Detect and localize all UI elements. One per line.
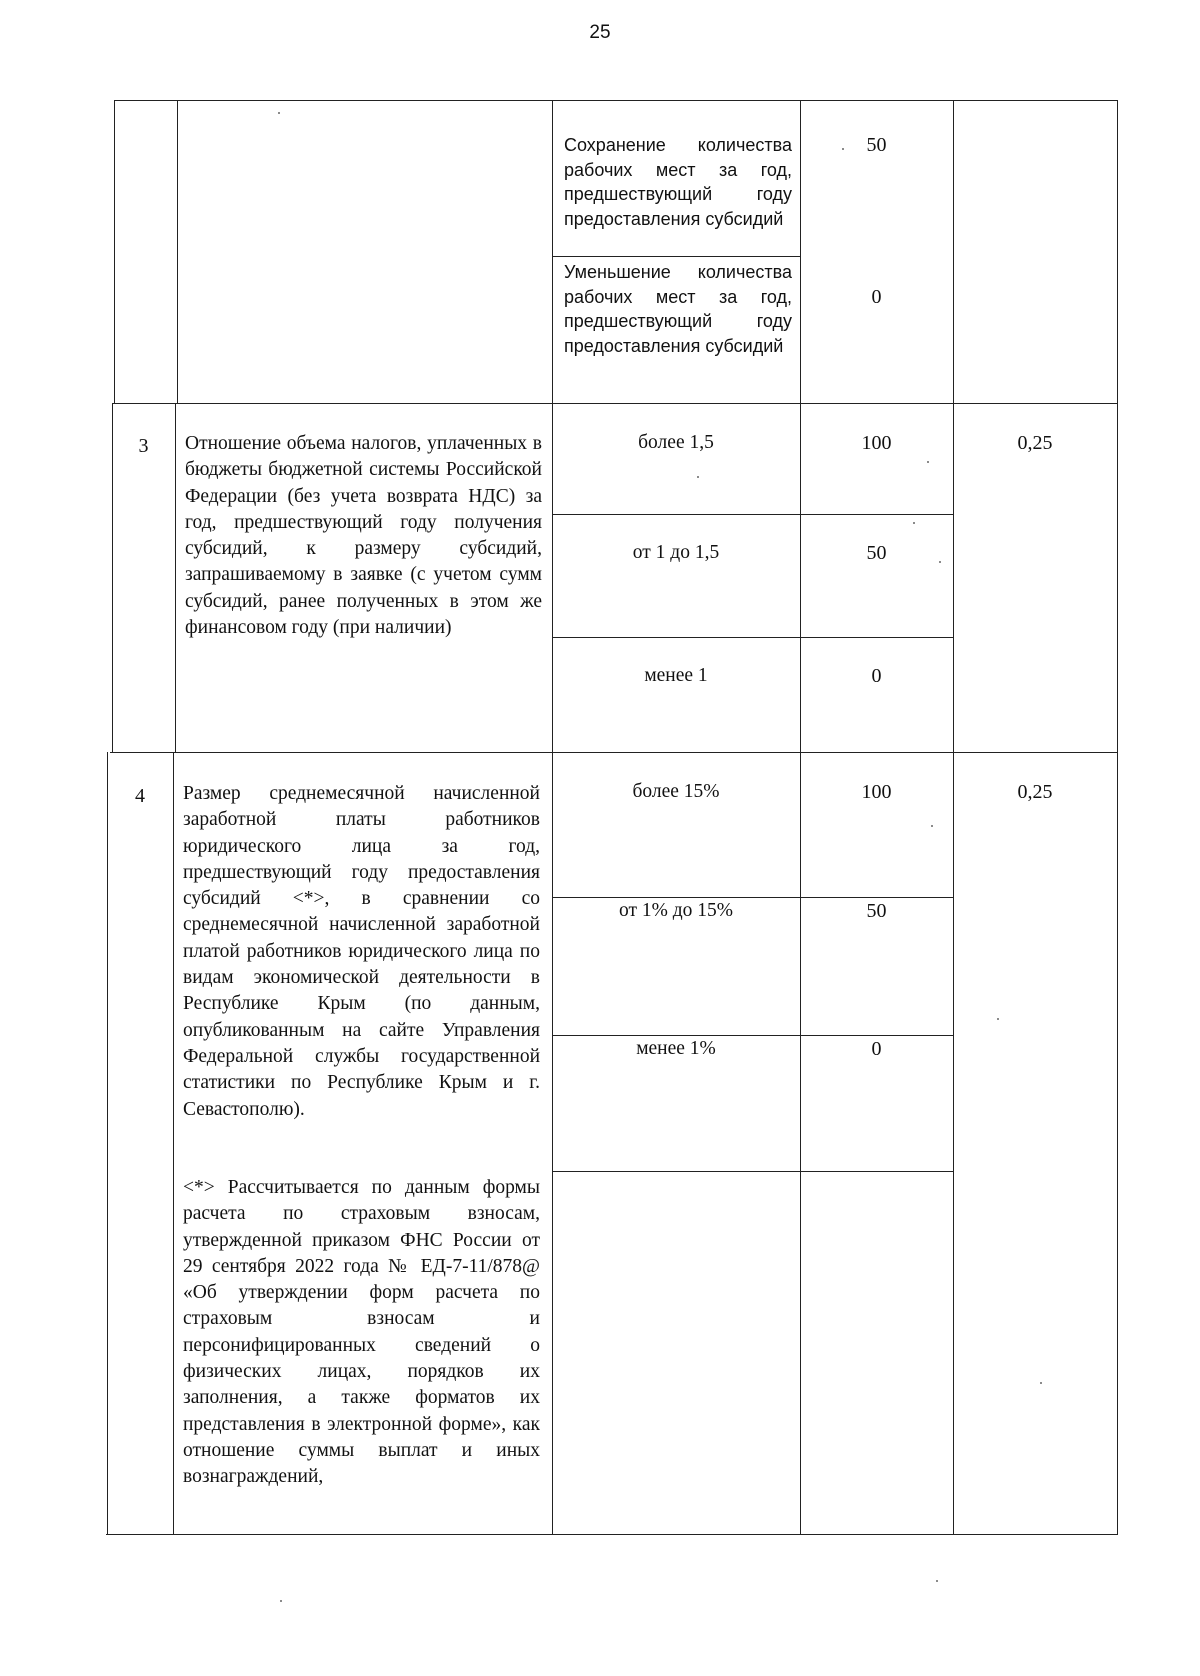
table-cell-score: 50 (866, 900, 887, 922)
column-divider (177, 100, 178, 403)
page-number: 25 (589, 22, 611, 43)
table-bottom-border (106, 1534, 1118, 1535)
table-right-border (1117, 100, 1118, 1534)
scan-speck (1040, 1382, 1042, 1384)
table-cell-condition: от 1% до 15% (618, 900, 734, 921)
row-divider (112, 403, 1118, 404)
scan-speck (278, 112, 280, 114)
scan-speck (913, 522, 915, 524)
table-cell-score: 100 (861, 432, 892, 454)
table-cell-condition: менее 1% (636, 1038, 716, 1059)
table-cell-score: 0 (871, 665, 882, 687)
column-divider (173, 752, 174, 1534)
table-cell-condition: менее 1 (644, 665, 708, 686)
scan-speck (842, 148, 844, 150)
scan-speck (997, 1018, 999, 1020)
criterion-number: 4 (135, 785, 145, 807)
table-left-border (107, 752, 108, 1534)
scan-speck (939, 561, 941, 563)
table-cell-condition: более 1,5 (638, 432, 714, 453)
table-cell-score: 50 (866, 134, 887, 156)
table-top-border (114, 100, 1118, 101)
row-divider (552, 256, 800, 257)
criterion-weight: 0,25 (1017, 781, 1053, 803)
column-divider (800, 100, 801, 1534)
row-divider (552, 1035, 953, 1036)
criterion-weight: 0,25 (1017, 432, 1053, 454)
table-cell-score: 0 (871, 1038, 882, 1060)
scan-speck (927, 461, 929, 463)
column-divider (552, 100, 553, 1534)
scan-speck (931, 825, 933, 827)
scan-speck (936, 1580, 938, 1582)
column-divider (175, 403, 176, 752)
criterion-description: Отношение объема налогов, уплаченных в бюджеты бюджетной системы Российской Федерации (без учета возврата НДС) за год, предшествующий году получения субсидий, к размеру субсидий, запрашиваемому в заявке (с учетом сумм субсидий, ранее полученных в этом же финансовом году (при наличии) (185, 433, 542, 639)
table-cell-score: 0 (871, 286, 882, 308)
row-divider (552, 514, 953, 515)
table-cell-condition: более 15% (632, 781, 720, 802)
row-divider (110, 752, 1118, 753)
scan-speck (697, 476, 699, 478)
table-cell-condition: Сохранение количества рабочих мест за год, предшествующий году предоставления субсидий (564, 135, 792, 229)
table-cell-condition: Уменьшение количества рабочих мест за год, предшествующий году предоставления субсидий (564, 262, 792, 356)
column-divider (953, 100, 954, 1534)
table-cell-condition: от 1 до 1,5 (632, 542, 720, 563)
row-divider (552, 897, 953, 898)
table-cell-score: 100 (861, 781, 892, 803)
criterion-footnote: <*> Рассчитывается по данным формы расчета по страховым взносам, утвержденной приказом ФНС России от 29 сентября 2022 года № ЕД-7-11/878@ «Об утверждении форм расчета по страховым взносам и персонифицированных сведений о физических лицах, порядков их заполнения, а также форматов их представления в электронной форме», как отношение суммы выплат и иных вознаграждений, (183, 1177, 540, 1488)
criterion-description: Размер среднемесячной начисленной заработной платы работников юридического лица за год, предшествующий году предоставления субсидий <*>, в сравнении со среднемесячной начисленной заработной платой работников юридического лица по видам экономической деятельности в Республике Крым (по данным, опубликованным на сайте Управления Федеральной службы государственной статистики по Республике Крым и г. Севастополю). (183, 783, 540, 1120)
table-cell-score: 50 (866, 542, 887, 564)
criterion-number: 3 (138, 435, 149, 457)
row-divider (552, 1171, 953, 1172)
scan-speck (280, 1600, 282, 1602)
table-left-border (114, 100, 115, 403)
row-divider (552, 637, 953, 638)
